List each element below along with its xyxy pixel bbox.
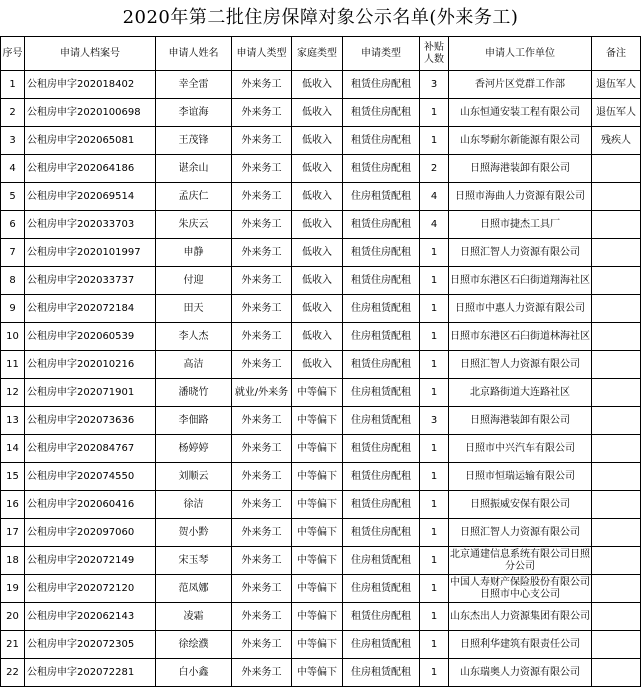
cell-applicant-name: 宋玉琴 [156,547,232,575]
cell-remark [592,323,641,351]
table-row [1,127,641,155]
table-row [1,211,641,239]
cell-row-number: 4 [1,155,25,183]
table-row [1,435,641,463]
cell-row-number: 12 [1,379,25,407]
cell-family-type: 中等偏下 [292,407,343,435]
cell-row-number: 18 [1,547,25,575]
cell-employer: 山东杰出人力资源集团有限公司 [449,603,592,631]
cell-applicant-type: 外来务工 [232,631,292,659]
cell-employer: 日照汇智人力资源有限公司 [449,351,592,379]
cell-remark [592,463,641,491]
cell-family-type: 中等偏下 [292,379,343,407]
cell-applicant-type: 外来务工 [232,211,292,239]
cell-applicant-type: 外来务工 [232,407,292,435]
cell-employer: 日照市东港区石臼街道翔海社区 [449,267,592,295]
cell-family-type: 中等偏下 [292,603,343,631]
table-row [1,351,641,379]
header-applicant-type: 申请人类型 [232,37,292,71]
cell-subsidy-count: 1 [420,323,449,351]
cell-employer: 中国人寿财产保险股份有限公司日照市中心支公司 [449,575,592,603]
cell-file-number: 公租房申字202072305 [25,631,156,659]
cell-applicant-name: 朱庆云 [156,211,232,239]
cell-file-number: 公租房申字202069514 [25,183,156,211]
header-file-number: 申请人档案号 [25,37,156,71]
cell-subsidy-count: 1 [420,351,449,379]
cell-remark: 退伍军人 [592,99,641,127]
cell-family-type: 中等偏下 [292,491,343,519]
header-family-type: 家庭类型 [292,37,343,71]
cell-applicant-name: 范凤娜 [156,575,232,603]
cell-file-number: 公租房申字2020101997 [25,239,156,267]
header-employer: 申请人工作单位 [449,37,592,71]
cell-applicant-name: 徐绘濮 [156,631,232,659]
cell-applicant-type: 外来务工 [232,603,292,631]
cell-applicant-type: 外来务工 [232,127,292,155]
cell-employer: 日照利华建筑有限责任公司 [449,631,592,659]
cell-file-number: 公租房申字202072281 [25,659,156,687]
cell-applicant-name: 李谊海 [156,99,232,127]
cell-family-type: 低收入 [292,267,343,295]
cell-file-number: 公租房申字202010216 [25,351,156,379]
cell-file-number: 公租房申字202074550 [25,463,156,491]
cell-applicant-type: 外来务工 [232,239,292,267]
cell-employer: 日照市捷杰工具厂 [449,211,592,239]
cell-file-number: 公租房申字202072120 [25,575,156,603]
table-row [1,71,641,99]
applicant-table [0,36,641,687]
header-no: 序号 [1,37,25,71]
cell-applicant-type: 外来务工 [232,435,292,463]
cell-applicant-type: 外来务工 [232,519,292,547]
cell-row-number: 16 [1,491,25,519]
header-subsidy-count: 补贴人数 [420,37,449,71]
cell-subsidy-count: 1 [420,491,449,519]
cell-row-number: 6 [1,211,25,239]
cell-subsidy-count: 1 [420,435,449,463]
cell-family-type: 低收入 [292,239,343,267]
cell-employer: 日照市中兴汽车有限公司 [449,435,592,463]
cell-apply-type: 住房租赁配租 [343,295,420,323]
table-row [1,547,641,575]
cell-applicant-name: 贺小黔 [156,519,232,547]
cell-remark [592,519,641,547]
cell-apply-type: 租赁住房配租 [343,211,420,239]
cell-family-type: 低收入 [292,183,343,211]
cell-subsidy-count: 1 [420,239,449,267]
cell-applicant-type: 外来务工 [232,575,292,603]
cell-row-number: 9 [1,295,25,323]
table-row [1,631,641,659]
cell-row-number: 21 [1,631,25,659]
cell-remark [592,183,641,211]
table-row [1,267,641,295]
cell-family-type: 低收入 [292,323,343,351]
cell-employer: 日照海港装卸有限公司 [449,155,592,183]
cell-row-number: 14 [1,435,25,463]
cell-row-number: 7 [1,239,25,267]
cell-remark [592,575,641,603]
cell-applicant-name: 李佃路 [156,407,232,435]
cell-applicant-name: 刘顺云 [156,463,232,491]
cell-applicant-type: 外来务工 [232,491,292,519]
cell-apply-type: 租赁住房配租 [343,267,420,295]
cell-employer: 香河片区党群工作部 [449,71,592,99]
cell-family-type: 低收入 [292,155,343,183]
cell-remark [592,435,641,463]
cell-employer: 山东琴耐尔新能源有限公司 [449,127,592,155]
cell-applicant-name: 杨婷婷 [156,435,232,463]
cell-apply-type: 租赁住房配租 [343,127,420,155]
cell-applicant-type: 外来务工 [232,295,292,323]
cell-remark [592,267,641,295]
cell-family-type: 低收入 [292,211,343,239]
cell-applicant-type: 就业/外来务 [232,379,292,407]
cell-applicant-name: 谌余山 [156,155,232,183]
cell-remark [592,603,641,631]
cell-remark [592,491,641,519]
cell-file-number: 公租房申字202062143 [25,603,156,631]
cell-applicant-type: 外来务工 [232,323,292,351]
cell-employer: 日照汇智人力资源有限公司 [449,519,592,547]
cell-subsidy-count: 1 [420,127,449,155]
header-apply-type: 申请类型 [343,37,420,71]
table-row [1,99,641,127]
cell-family-type: 中等偏下 [292,547,343,575]
cell-apply-type: 租赁住房配租 [343,71,420,99]
cell-apply-type: 租赁住房配租 [343,519,420,547]
cell-subsidy-count: 3 [420,407,449,435]
table-row [1,323,641,351]
cell-apply-type: 住房租赁配租 [343,547,420,575]
cell-file-number: 公租房申字202060539 [25,323,156,351]
cell-apply-type: 住房租赁配租 [343,575,420,603]
cell-row-number: 5 [1,183,25,211]
cell-applicant-name: 王茂锋 [156,127,232,155]
cell-row-number: 3 [1,127,25,155]
cell-remark [592,239,641,267]
table-row [1,463,641,491]
cell-file-number: 公租房申字202072184 [25,295,156,323]
cell-subsidy-count: 1 [420,519,449,547]
cell-file-number: 公租房申字202064186 [25,155,156,183]
cell-row-number: 10 [1,323,25,351]
cell-applicant-type: 外来务工 [232,659,292,687]
cell-employer: 日照市恒瑞运输有限公司 [449,463,592,491]
table-row [1,491,641,519]
cell-row-number: 13 [1,407,25,435]
cell-remark [592,659,641,687]
cell-subsidy-count: 1 [420,463,449,491]
cell-apply-type: 租赁住房配租 [343,99,420,127]
cell-employer: 日照市东港区石臼街道林海社区 [449,323,592,351]
header-name: 申请人姓名 [156,37,232,71]
cell-subsidy-count: 1 [420,99,449,127]
cell-apply-type: 租赁住房配租 [343,463,420,491]
cell-family-type: 中等偏下 [292,631,343,659]
cell-file-number: 公租房申字202072149 [25,547,156,575]
table-row [1,603,641,631]
cell-subsidy-count: 4 [420,183,449,211]
cell-family-type: 低收入 [292,71,343,99]
cell-subsidy-count: 1 [420,659,449,687]
table-row [1,575,641,603]
cell-apply-type: 住房租赁配租 [343,379,420,407]
cell-row-number: 2 [1,99,25,127]
table-row [1,295,641,323]
cell-applicant-type: 外来务工 [232,155,292,183]
cell-subsidy-count: 3 [420,71,449,99]
cell-subsidy-count: 4 [420,211,449,239]
cell-file-number: 公租房申字202018402 [25,71,156,99]
cell-subsidy-count: 1 [420,631,449,659]
cell-apply-type: 租赁住房配租 [343,435,420,463]
page-title: 2020年第二批住房保障对象公示名单(外来务工) [122,7,519,28]
cell-apply-type: 租赁住房配租 [343,239,420,267]
cell-subsidy-count: 1 [420,575,449,603]
cell-file-number: 公租房申字202084767 [25,435,156,463]
cell-applicant-name: 付迎 [156,267,232,295]
cell-family-type: 低收入 [292,295,343,323]
cell-applicant-name: 白小鑫 [156,659,232,687]
cell-remark [592,211,641,239]
cell-employer: 日照汇智人力资源有限公司 [449,239,592,267]
cell-family-type: 低收入 [292,351,343,379]
cell-remark: 残疾人 [592,127,641,155]
cell-subsidy-count: 1 [420,295,449,323]
cell-applicant-type: 外来务工 [232,71,292,99]
cell-applicant-type: 外来务工 [232,463,292,491]
table-row [1,239,641,267]
cell-applicant-name: 李人杰 [156,323,232,351]
cell-family-type: 中等偏下 [292,659,343,687]
cell-remark [592,631,641,659]
cell-row-number: 22 [1,659,25,687]
cell-remark [592,351,641,379]
cell-family-type: 低收入 [292,127,343,155]
cell-apply-type: 住房租赁配租 [343,183,420,211]
cell-employer: 日照市海曲人力资源有限公司 [449,183,592,211]
cell-remark [592,155,641,183]
cell-remark [592,295,641,323]
cell-applicant-name: 潘晓竹 [156,379,232,407]
cell-family-type: 中等偏下 [292,575,343,603]
cell-employer: 北京通建信息系统有限公司日照分公司 [449,547,592,575]
table-row [1,155,641,183]
cell-row-number: 17 [1,519,25,547]
cell-applicant-type: 外来务工 [232,267,292,295]
cell-employer: 山东恒通安装工程有限公司 [449,99,592,127]
cell-row-number: 8 [1,267,25,295]
cell-row-number: 1 [1,71,25,99]
cell-row-number: 19 [1,575,25,603]
cell-apply-type: 住房租赁配租 [343,407,420,435]
cell-applicant-name: 高洁 [156,351,232,379]
cell-file-number: 公租房申字202097060 [25,519,156,547]
cell-applicant-name: 徐洁 [156,491,232,519]
cell-employer: 北京路街道大连路社区 [449,379,592,407]
cell-row-number: 11 [1,351,25,379]
table-row [1,379,641,407]
cell-apply-type: 住房租赁配租 [343,659,420,687]
cell-apply-type: 住房租赁配租 [343,323,420,351]
cell-applicant-name: 凌霜 [156,603,232,631]
cell-applicant-name: 孟庆仁 [156,183,232,211]
cell-apply-type: 租赁住房配租 [343,155,420,183]
cell-family-type: 中等偏下 [292,519,343,547]
cell-remark [592,379,641,407]
cell-family-type: 中等偏下 [292,463,343,491]
cell-file-number: 公租房申字202033703 [25,211,156,239]
cell-apply-type: 租赁住房配租 [343,603,420,631]
table-row [1,407,641,435]
header-remark: 备注 [592,37,641,71]
cell-apply-type: 租赁住房配租 [343,491,420,519]
cell-subsidy-count: 1 [420,267,449,295]
cell-file-number: 公租房申字2020100698 [25,99,156,127]
cell-employer: 山东瑞奥人力资源有限公司 [449,659,592,687]
cell-employer: 日照市中惠人力资源有限公司 [449,295,592,323]
cell-applicant-name: 申静 [156,239,232,267]
cell-subsidy-count: 1 [420,547,449,575]
table-row [1,183,641,211]
cell-subsidy-count: 1 [420,603,449,631]
cell-employer: 日照海港装卸有限公司 [449,407,592,435]
cell-applicant-type: 外来务工 [232,351,292,379]
cell-applicant-name: 幸全雷 [156,71,232,99]
cell-employer: 日照振威安保有限公司 [449,491,592,519]
cell-apply-type: 租赁住房配租 [343,351,420,379]
cell-file-number: 公租房申字202065081 [25,127,156,155]
header-row [1,37,641,71]
cell-subsidy-count: 1 [420,379,449,407]
cell-row-number: 15 [1,463,25,491]
cell-applicant-type: 外来务工 [232,547,292,575]
cell-remark [592,547,641,575]
table-row [1,659,641,687]
cell-row-number: 20 [1,603,25,631]
cell-family-type: 中等偏下 [292,435,343,463]
cell-file-number: 公租房申字202060416 [25,491,156,519]
cell-remark: 退伍军人 [592,71,641,99]
cell-subsidy-count: 2 [420,155,449,183]
cell-file-number: 公租房申字202073636 [25,407,156,435]
cell-applicant-type: 外来务工 [232,183,292,211]
cell-applicant-type: 外来务工 [232,99,292,127]
cell-file-number: 公租房申字202071901 [25,379,156,407]
cell-apply-type: 住房租赁配租 [343,631,420,659]
cell-applicant-name: 田天 [156,295,232,323]
cell-file-number: 公租房申字202033737 [25,267,156,295]
table-row [1,519,641,547]
cell-remark [592,407,641,435]
cell-family-type: 低收入 [292,99,343,127]
